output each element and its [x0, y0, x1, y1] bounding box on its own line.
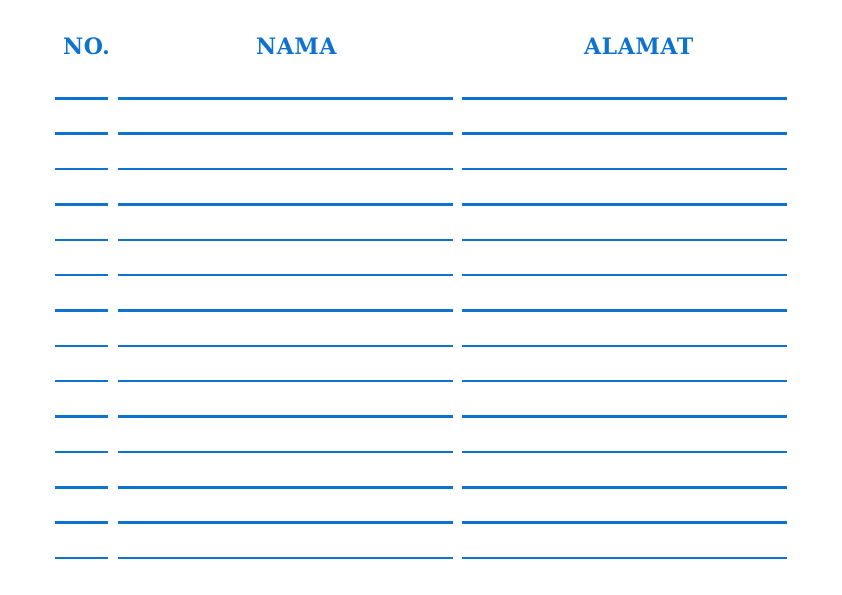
nama-blank-line — [118, 274, 453, 277]
no-blank-line — [55, 380, 108, 383]
alamat-blank-line — [462, 132, 787, 135]
no-blank-line — [55, 451, 108, 454]
no-blank-line — [55, 557, 108, 560]
nama-blank-line — [118, 415, 453, 418]
alamat-blank-line — [462, 168, 787, 171]
nama-blank-line — [118, 345, 453, 348]
nama-blank-line — [118, 380, 453, 383]
alamat-blank-line — [462, 274, 787, 277]
column-header-alamat: ALAMAT — [584, 34, 694, 60]
alamat-blank-line — [462, 239, 787, 242]
column-header-no: NO. — [63, 34, 111, 60]
nama-blank-line — [118, 309, 453, 312]
no-blank-line — [55, 521, 108, 524]
no-blank-line — [55, 132, 108, 135]
nama-blank-line — [118, 97, 453, 100]
column-header-nama: NAMA — [256, 34, 338, 60]
no-blank-line — [55, 97, 108, 100]
alamat-blank-line — [462, 521, 787, 524]
alamat-blank-line — [462, 97, 787, 100]
nama-blank-line — [118, 451, 453, 454]
no-blank-line — [55, 168, 108, 171]
alamat-blank-line — [462, 451, 787, 454]
nama-blank-line — [118, 557, 453, 560]
alamat-blank-line — [462, 380, 787, 383]
nama-blank-line — [118, 168, 453, 171]
alamat-blank-line — [462, 557, 787, 560]
nama-blank-line — [118, 486, 453, 489]
alamat-blank-line — [462, 486, 787, 489]
alamat-blank-line — [462, 203, 787, 206]
no-blank-line — [55, 274, 108, 277]
alamat-blank-line — [462, 415, 787, 418]
no-blank-line — [55, 203, 108, 206]
no-blank-line — [55, 239, 108, 242]
nama-blank-line — [118, 521, 453, 524]
nama-blank-line — [118, 239, 453, 242]
no-blank-line — [55, 415, 108, 418]
no-blank-line — [55, 309, 108, 312]
alamat-blank-line — [462, 309, 787, 312]
no-blank-line — [55, 345, 108, 348]
nama-blank-line — [118, 132, 453, 135]
no-blank-line — [55, 486, 108, 489]
alamat-blank-line — [462, 345, 787, 348]
nama-blank-line — [118, 203, 453, 206]
